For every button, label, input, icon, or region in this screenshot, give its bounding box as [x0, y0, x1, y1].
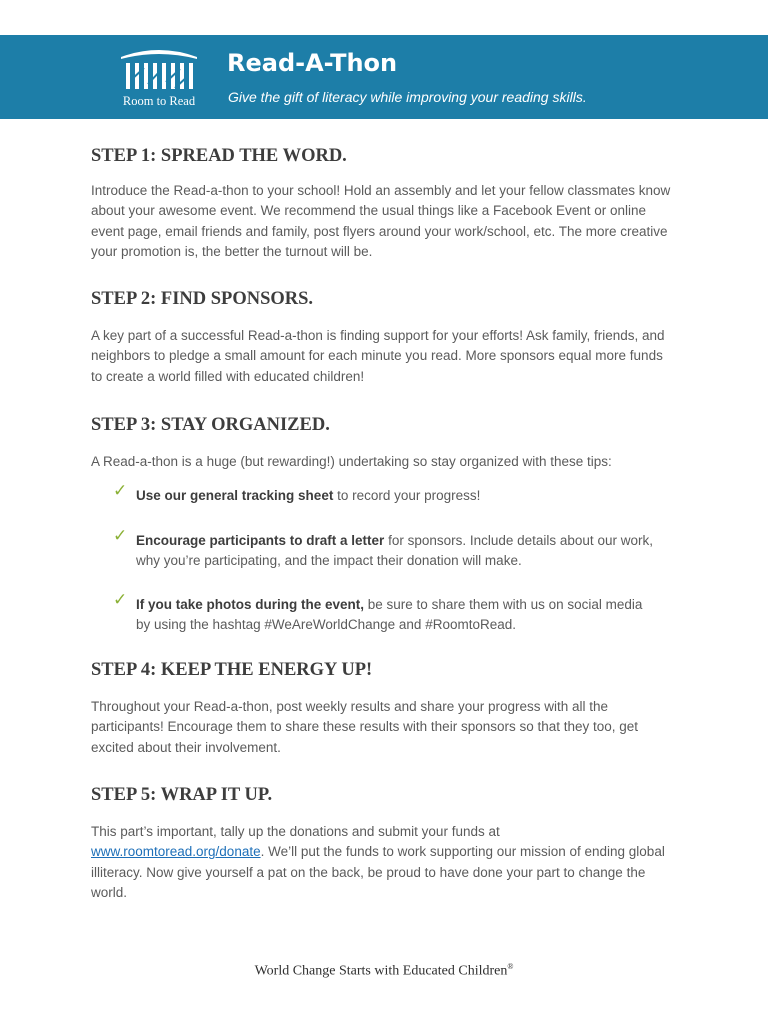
- donate-link[interactable]: www.roomtoread.org/donate: [91, 844, 261, 860]
- tip-2-rest: for sponsors. Include details about our work, why you’re participating, and the impact their donation will make.: [136, 533, 653, 569]
- step-5-body-after: . We’ll put the funds to work supporting our mission of ending global illiteracy. Now give yourself a pat on the back, be proud to have done your part to change the world.: [91, 844, 665, 901]
- step-4-body: Throughout your Read-a-thon, post weekly results and share your progress with all the participants! Encourage them to share these results with their sponsors so that they too, get excited about their involvement.: [91, 699, 639, 755]
- footer-tagline: [0, 962, 768, 980]
- step-1-body: Introduce the Read-a-thon to your school! Hold an assembly and let your fellow classmates know about your awesome event. We recommend the usual things like a Facebook Event or online event page, email friends and family, post flyers around your work/school, etc. The more creative your promotion is, the better the turnout will be.: [91, 183, 671, 260]
- step-4-heading: STEP 4: KEEP THE ENERGY UP!: [91, 660, 373, 680]
- page-subtitle: Give the gift of literacy while improving your reading skills.: [228, 89, 587, 105]
- step-1-heading: STEP 1: SPREAD THE WORD.: [91, 146, 347, 166]
- tip-1-text: [136, 486, 656, 506]
- building-columns-icon: [117, 44, 201, 92]
- tip-2-strong[interactable]: Encourage participants to draft a letter: [136, 533, 385, 548]
- step-5-body: [91, 822, 671, 904]
- registered-mark: ®: [507, 962, 514, 971]
- room-to-read-logo[interactable]: [111, 44, 205, 114]
- checkmark-icon: ✓: [113, 481, 128, 500]
- tip-1-rest: to record your progress!: [333, 488, 481, 503]
- footer-text: World Change Starts with Educated Children: [254, 963, 508, 979]
- step-3-body: A Read-a-thon is a huge (but rewarding!) undertaking so stay organized with these tips:: [91, 454, 612, 469]
- step-5-heading: STEP 5: WRAP IT UP.: [91, 785, 273, 805]
- step-5-body-before: This part’s important, tally up the donations and submit your funds at: [91, 824, 500, 839]
- tip-3-strong: If you take photos during the event,: [136, 597, 365, 612]
- logo-text: Room to Read: [122, 94, 196, 108]
- step-2-body: A key part of a successful Read-a-thon is finding support for your efforts! Ask family, friends, and neighbors to pledge a small amount for each minute you read. More sponsors equal more funds to create a world filled with educated children!: [91, 328, 665, 384]
- checkmark-icon: ✓: [113, 526, 128, 545]
- step-3-heading: STEP 3: STAY ORGANIZED.: [91, 415, 330, 435]
- tip-2-text: [136, 531, 656, 572]
- step-2-heading: STEP 2: FIND SPONSORS.: [91, 289, 314, 309]
- checkmark-icon: ✓: [113, 590, 128, 609]
- tip-3-rest: be sure to share them with us on social media by using the hashtag #WeAreWorldChange and #RoomtoRead.: [136, 597, 643, 633]
- page-title: Read-A-Thon: [227, 49, 398, 77]
- header-banner: [0, 35, 768, 119]
- tip-1-strong[interactable]: Use our general tracking sheet: [136, 488, 334, 503]
- tip-3-text: [136, 595, 656, 636]
